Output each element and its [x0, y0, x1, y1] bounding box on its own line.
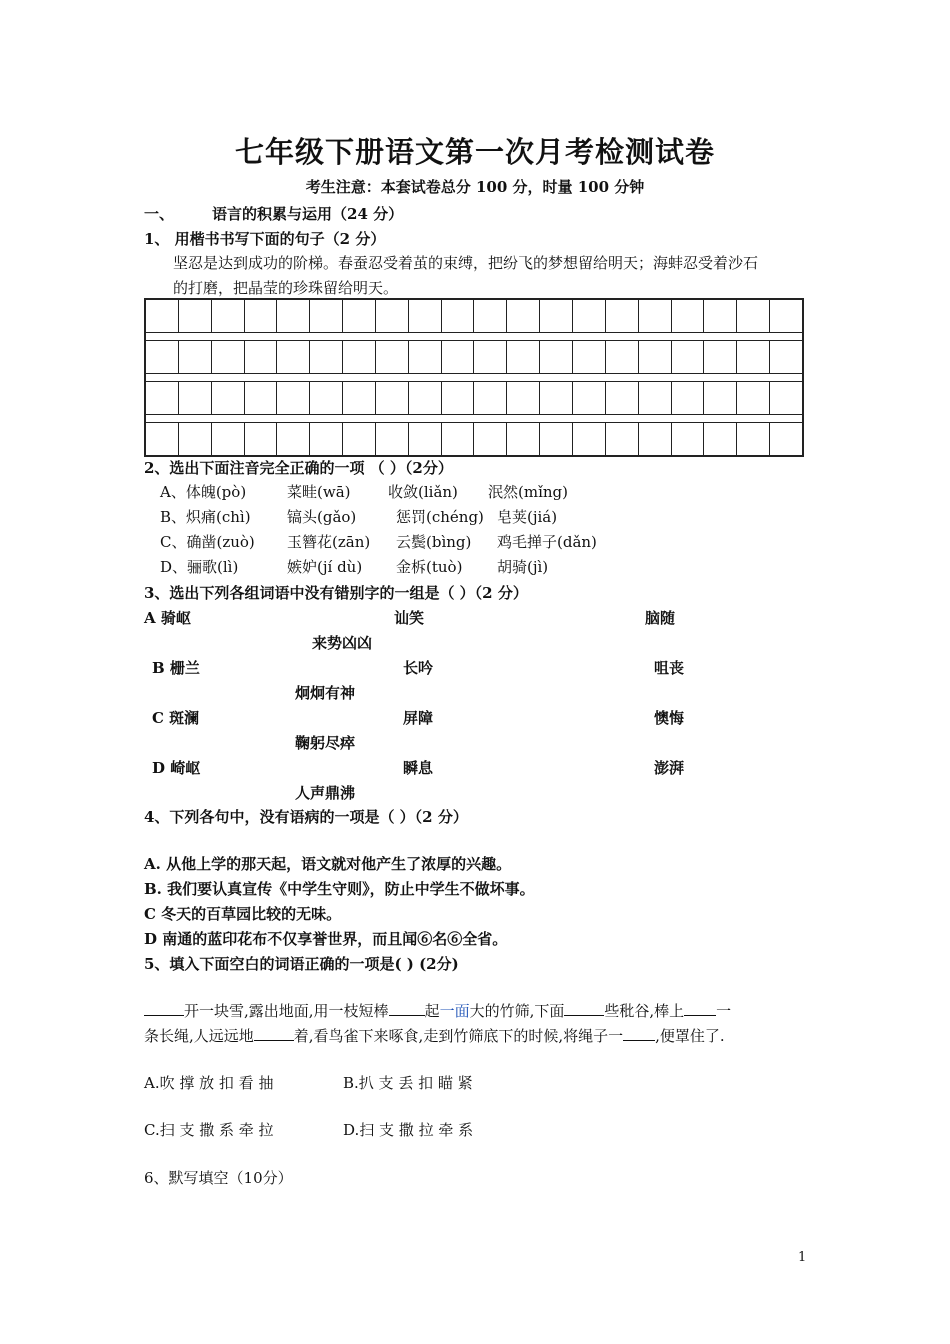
- page-number: 1: [798, 1250, 807, 1265]
- q3-prompt: 3、选出下列各组词语中没有错别字的一组是（ ）（2 分）: [144, 584, 528, 602]
- q5-passage-line2: 条长绳,人远远地 着,看鸟雀下来啄食,走到竹筛底下的时候,将绳子一 ,便罩住了.: [144, 1027, 725, 1045]
- q5-option-b: B.扒 支 丢 扣 瞄 紧: [343, 1074, 473, 1092]
- q2-option-b-4: 皂荚(jiá): [497, 508, 558, 526]
- fill-blank[interactable]: [684, 1001, 716, 1016]
- section-title: 语言的积累与运用（24 分）: [212, 205, 404, 223]
- q2-option-d-4: 胡骑(jì): [497, 558, 549, 576]
- q3-group-b-4: 炯炯有神: [295, 684, 356, 702]
- page-title: 七年级下册语文第一次月考检测试卷: [234, 135, 715, 169]
- q3-group-d-1: D 崎岖: [152, 759, 201, 777]
- grid-row: [146, 382, 802, 414]
- q4-option-c: C 冬天的百草园比较的无味。: [144, 905, 342, 923]
- q3-group-d-4: 人声鼎沸: [295, 784, 356, 802]
- q4-option-d: D 南通的蓝印花布不仅享誉世界，而且闻⑥名⑥全省。: [144, 930, 508, 948]
- q1-sentence-line2: 的打磨，把晶莹的珍珠留给明天。: [173, 279, 399, 297]
- q3-group-a-3: 脑随: [645, 609, 676, 627]
- q3-group-c-4: 鞠躬尽瘁: [295, 734, 356, 752]
- q2-option-b-2: 镐头(gǎo): [287, 508, 357, 526]
- q5-passage-line1: 开一块雪,露出地面,用一枝短棒 起一面大的竹筛,下面 些秕谷,棒上 一: [144, 1000, 731, 1021]
- q3-group-d-3: 澎湃: [654, 759, 685, 777]
- q5-prompt: 5、填入下面空白的词语正确的一项是( ) (2分): [144, 955, 459, 973]
- q2-option-d-1: D、骊歌(lì): [160, 558, 239, 576]
- q5-option-c: C.扫 支 撒 系 牵 拉: [144, 1121, 274, 1139]
- fill-blank[interactable]: [144, 1001, 184, 1016]
- q4-prompt: 4、下列各句中，没有语病的一项是（ ）（2 分）: [144, 808, 468, 826]
- exam-notice: 考生注意：本套试卷总分 100 分，时量 100 分钟: [305, 178, 645, 196]
- q2-option-c-1: C、确凿(zuò): [160, 533, 255, 551]
- q3-group-c-1: C 斑澜: [152, 709, 200, 727]
- q3-group-a-4: 来势凶凶: [312, 634, 373, 652]
- q2-option-a-1: A、体魄(pò): [160, 483, 247, 501]
- fill-blank[interactable]: [623, 1026, 655, 1041]
- q2-option-a-2: 菜畦(wā): [287, 483, 351, 501]
- q3-group-b-1: B 栅兰: [152, 659, 200, 677]
- fill-blank[interactable]: [254, 1026, 294, 1041]
- writing-grid[interactable]: [144, 298, 804, 457]
- q3-group-b-3: 咀丧: [654, 659, 685, 677]
- grid-row: [146, 341, 802, 373]
- q2-option-d-3: 金柝(tuò): [396, 558, 463, 576]
- q2-option-c-3: 云鬓(bìng): [396, 533, 472, 551]
- grid-row: [146, 423, 802, 455]
- q4-option-a: A. 从他上学的那天起，语文就对他产生了浓厚的兴趣。: [144, 855, 512, 873]
- q3-group-d-2: 瞬息: [403, 759, 434, 777]
- q3-group-c-3: 懊悔: [654, 709, 685, 727]
- q5-option-a: A.吹 撑 放 扣 看 抽: [144, 1074, 274, 1092]
- q3-group-a-2: 讪笑: [394, 609, 425, 627]
- q2-option-a-4: 泯然(mǐng): [488, 483, 568, 501]
- q2-option-b-3: 惩罚(chéng): [396, 508, 484, 526]
- grid-row: [146, 300, 802, 332]
- q5-option-d: D.扫 支 撒 拉 牵 系: [343, 1121, 474, 1139]
- fill-blank[interactable]: [389, 1001, 425, 1016]
- q6-prompt: 6、默写填空（10分）: [144, 1169, 293, 1187]
- q2-option-c-4: 鸡毛掸子(dǎn): [497, 533, 597, 551]
- q2-option-d-2: 嫉妒(jí dù): [287, 558, 363, 576]
- section-number: 一、: [144, 205, 175, 223]
- q2-option-a-3: 收敛(liǎn): [388, 483, 458, 501]
- q3-group-c-2: 屏障: [403, 709, 434, 727]
- q1-sentence-line1: 坚忍是达到成功的阶梯。春蚕忍受着茧的束缚，把纷飞的梦想留给明天；海蚌忍受着沙石: [173, 254, 759, 272]
- q1-prompt: 1、 用楷书书写下面的句子（2 分）: [144, 230, 386, 248]
- q3-group-a-1: A 骑岖: [144, 609, 191, 627]
- q2-option-c-2: 玉簪花(zān): [287, 533, 371, 551]
- q4-option-b: B. 我们要认真宣传《中学生守则》，防止中学生不做坏事。: [144, 880, 535, 898]
- fill-blank[interactable]: [564, 1001, 604, 1016]
- q3-group-b-2: 长吟: [403, 659, 434, 677]
- q2-prompt: 2、选出下面注音完全正确的一项 （ ）（2分）: [144, 459, 453, 477]
- q2-option-b-1: B、炽痛(chì): [160, 508, 251, 526]
